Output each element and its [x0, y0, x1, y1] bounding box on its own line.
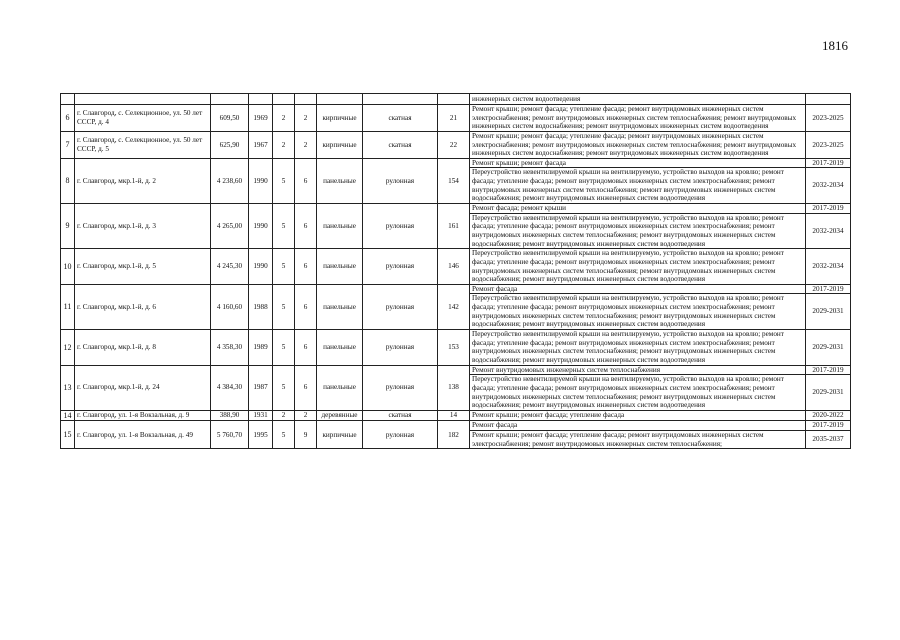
- table-row: [61, 249, 851, 285]
- period-cell: 2029-2031: [806, 375, 851, 411]
- walls-cell: панельные: [317, 249, 363, 285]
- apartments-cell: 153: [438, 330, 470, 366]
- entrances-cell: 6: [295, 330, 317, 366]
- address-cell: г. Славгород, ул. 1-я Вокзальная, д. 9: [75, 410, 211, 421]
- cell-empty: [61, 94, 75, 105]
- year-cell: 1995: [249, 421, 273, 449]
- entrances-cell: 9: [295, 421, 317, 449]
- entrances-cell: 6: [295, 284, 317, 329]
- period-cell: 2023-2025: [806, 131, 851, 158]
- year-cell: 1931: [249, 410, 273, 421]
- table-row: [61, 410, 851, 421]
- cell-empty: [295, 94, 317, 105]
- address-cell: г. Славгород, мкр.1-й, д. 3: [75, 204, 211, 249]
- period-cell: 2017-2019: [806, 421, 851, 431]
- year-cell: 1990: [249, 158, 273, 203]
- walls-cell: кирпичные: [317, 105, 363, 132]
- year-cell: 1989: [249, 330, 273, 366]
- year-cell: 1969: [249, 105, 273, 132]
- year-cell: 1988: [249, 284, 273, 329]
- works-cell: Ремонт крыши; ремонт фасада; утепление фасада: [470, 410, 806, 421]
- roof-cell: рулонная: [363, 330, 438, 366]
- roof-cell: рулонная: [363, 284, 438, 329]
- period-cell: 2029-2031: [806, 294, 851, 330]
- walls-cell: деревянные: [317, 410, 363, 421]
- entrances-cell: 6: [295, 249, 317, 285]
- row-number: 11: [61, 284, 75, 329]
- table-row: [61, 365, 851, 375]
- entrances-cell: 2: [295, 410, 317, 421]
- walls-cell: панельные: [317, 204, 363, 249]
- cell-empty: [273, 94, 295, 105]
- works-cell: Переустройство невентилируемой крыши на вентилируемую, устройство выходов на кровлю; ремонт фасада; утепление фасада; ремонт внутридомовых инженерных систем электроснабжения; ремонт внутридомовых инженерных систем теплоснабжения; ремонт внутридомовых инженерных систем водоснабжения; ремонт внутридомовых инженерных систем водоотведения: [470, 249, 806, 285]
- walls-cell: кирпичные: [317, 131, 363, 158]
- address-cell: г. Славгород, мкр.1-й, д. 6: [75, 284, 211, 329]
- row-number: 6: [61, 105, 75, 132]
- entrances-cell: 6: [295, 158, 317, 203]
- works-cell: Переустройство невентилируемой крыши на вентилируемую, устройство выходов на кровлю; ремонт фасада; утепление фасада; ремонт внутридомовых инженерных систем электроснабжения; ремонт внутридомовых инженерных систем теплоснабжения; ремонт внутридомовых инженерных систем водоснабжения; ремонт внутридомовых инженерных систем водоотведения: [470, 168, 806, 204]
- period-cell: 2032-2034: [806, 168, 851, 204]
- area-cell: 609,50: [211, 105, 249, 132]
- period-cell: 2017-2019: [806, 365, 851, 375]
- walls-cell: панельные: [317, 158, 363, 203]
- roof-cell: рулонная: [363, 158, 438, 203]
- roof-cell: рулонная: [363, 204, 438, 249]
- address-cell: г. Славгород, с. Селекционное, ул. 50 лет СССР, д. 5: [75, 131, 211, 158]
- row-number: 9: [61, 204, 75, 249]
- apartments-cell: 22: [438, 131, 470, 158]
- entrances-cell: 2: [295, 105, 317, 132]
- floors-cell: 5: [273, 284, 295, 329]
- year-cell: 1987: [249, 365, 273, 410]
- period-cell: 2032-2034: [806, 249, 851, 285]
- period-cell: 2017-2019: [806, 204, 851, 214]
- floors-cell: 5: [273, 158, 295, 203]
- entrances-cell: 6: [295, 365, 317, 410]
- apartments-cell: 21: [438, 105, 470, 132]
- entrances-cell: 6: [295, 204, 317, 249]
- apartments-cell: 154: [438, 158, 470, 203]
- year-cell: 1990: [249, 204, 273, 249]
- apartments-cell: 14: [438, 410, 470, 421]
- year-cell: 1967: [249, 131, 273, 158]
- roof-cell: рулонная: [363, 421, 438, 449]
- cell-empty: [211, 94, 249, 105]
- apartments-cell: 138: [438, 365, 470, 410]
- address-cell: г. Славгород, ул. 1-я Вокзальная, д. 49: [75, 421, 211, 449]
- address-cell: г. Славгород, мкр.1-й, д. 24: [75, 365, 211, 410]
- cell-empty: [249, 94, 273, 105]
- row-number: 13: [61, 365, 75, 410]
- walls-cell: панельные: [317, 330, 363, 366]
- period-cell: 2035-2037: [806, 431, 851, 449]
- period-cell: 2017-2019: [806, 158, 851, 168]
- continuation-row: [61, 94, 851, 105]
- area-cell: 4 265,00: [211, 204, 249, 249]
- year-cell: 1990: [249, 249, 273, 285]
- floors-cell: 5: [273, 421, 295, 449]
- floors-cell: 5: [273, 249, 295, 285]
- area-cell: 4 384,30: [211, 365, 249, 410]
- address-cell: г. Славгород, мкр.1-й, д. 8: [75, 330, 211, 366]
- table-body: [61, 94, 851, 449]
- table-row: [61, 330, 851, 366]
- roof-cell: рулонная: [363, 365, 438, 410]
- roof-cell: скатная: [363, 105, 438, 132]
- works-cell: Переустройство невентилируемой крыши на вентилируемую, устройство выходов на кровлю; ремонт фасада; утепление фасада; ремонт внутридомовых инженерных систем электроснабжения; ремонт внутридомовых инженерных систем теплоснабжения; ремонт внутридомовых инженерных систем водоснабжения; ремонт внутридомовых инженерных систем водоотведения: [470, 375, 806, 411]
- row-number: 15: [61, 421, 75, 449]
- area-cell: 4 245,30: [211, 249, 249, 285]
- works-cell: Ремонт крыши; ремонт фасада; утепление фасада; ремонт внутридомовых инженерных систем электроснабжения; ремонт внутридомовых инженерных систем теплоснабжения; ремонт внутридомовых инженерных систем водоснабжения; ремонт внутридомовых инженерных систем водоотведения: [470, 105, 806, 132]
- apartments-cell: 182: [438, 421, 470, 449]
- area-cell: 4 160,60: [211, 284, 249, 329]
- table-row: [61, 421, 851, 431]
- apartments-cell: 146: [438, 249, 470, 285]
- period-cell: 2020-2022: [806, 410, 851, 421]
- floors-cell: 5: [273, 365, 295, 410]
- roof-cell: скатная: [363, 410, 438, 421]
- address-cell: г. Славгород, с. Селекционное, ул. 50 лет СССР, д. 4: [75, 105, 211, 132]
- area-cell: 4 358,30: [211, 330, 249, 366]
- cell-empty: [363, 94, 438, 105]
- address-cell: г. Славгород, мкр.1-й, д. 2: [75, 158, 211, 203]
- table-row: [61, 105, 851, 132]
- area-cell: 388,90: [211, 410, 249, 421]
- works-cell: Ремонт фасада; ремонт крыши: [470, 204, 806, 214]
- table-row: [61, 284, 851, 294]
- works-cell: Переустройство невентилируемой крыши на вентилируемую, устройство выходов на кровлю; ремонт фасада; утепление фасада; ремонт внутридомовых инженерных систем электроснабжения; ремонт внутридомовых инженерных систем теплоснабжения; ремонт внутридомовых инженерных систем водоснабжения; ремонт внутридомовых инженерных систем водоотведения: [470, 213, 806, 249]
- works-cell: Ремонт крыши; ремонт фасада: [470, 158, 806, 168]
- entrances-cell: 2: [295, 131, 317, 158]
- row-number: 7: [61, 131, 75, 158]
- area-cell: 4 238,60: [211, 158, 249, 203]
- cell-empty: [806, 94, 851, 105]
- period-cell: 2017-2019: [806, 284, 851, 294]
- floors-cell: 2: [273, 410, 295, 421]
- works-cell: Ремонт фасада: [470, 284, 806, 294]
- table-row: [61, 204, 851, 214]
- walls-cell: панельные: [317, 284, 363, 329]
- roof-cell: рулонная: [363, 249, 438, 285]
- floors-cell: 5: [273, 330, 295, 366]
- floors-cell: 2: [273, 105, 295, 132]
- walls-cell: кирпичные: [317, 421, 363, 449]
- cell-empty: [438, 94, 470, 105]
- period-cell: 2023-2025: [806, 105, 851, 132]
- row-number: 14: [61, 410, 75, 421]
- cell-empty: [75, 94, 211, 105]
- cell-empty: [317, 94, 363, 105]
- page-number: 1816: [822, 38, 848, 53]
- works-cell: инженерных систем водоотведения: [470, 94, 806, 105]
- works-cell: Ремонт фасада: [470, 421, 806, 431]
- row-number: 12: [61, 330, 75, 366]
- walls-cell: панельные: [317, 365, 363, 410]
- roof-cell: скатная: [363, 131, 438, 158]
- apartments-cell: 161: [438, 204, 470, 249]
- area-cell: 5 760,70: [211, 421, 249, 449]
- table-row: [61, 158, 851, 168]
- floors-cell: 2: [273, 131, 295, 158]
- works-cell: Ремонт крыши; ремонт фасада; утепление фасада; ремонт внутридомовых инженерных систем электроснабжения; ремонт внутридомовых инженерных систем теплоснабжения; ремонт внутридомовых инженерных систем водоснабжения; ремонт внутридомовых инженерных систем водоотведения: [470, 131, 806, 158]
- table-row: [61, 131, 851, 158]
- capital-repair-table: [60, 93, 851, 449]
- works-cell: Ремонт крыши; ремонт фасада; утепление фасада; ремонт внутридомовых инженерных систем электроснабжения; ремонт внутридомовых инженерных систем теплоснабжения;: [470, 431, 806, 449]
- row-number: 8: [61, 158, 75, 203]
- address-cell: г. Славгород, мкр.1-й, д. 5: [75, 249, 211, 285]
- works-cell: Переустройство невентилируемой крыши на вентилируемую, устройство выходов на кровлю; ремонт фасада; утепление фасада; ремонт внутридомовых инженерных систем электроснабжения; ремонт внутридомовых инженерных систем теплоснабжения; ремонт внутридомовых инженерных систем водоснабжения; ремонт внутридомовых инженерных систем водоотведения: [470, 294, 806, 330]
- row-number: 10: [61, 249, 75, 285]
- works-cell: Ремонт внутридомовых инженерных систем теплоснабжения: [470, 365, 806, 375]
- apartments-cell: 142: [438, 284, 470, 329]
- period-cell: 2029-2031: [806, 330, 851, 366]
- floors-cell: 5: [273, 204, 295, 249]
- period-cell: 2032-2034: [806, 213, 851, 249]
- area-cell: 625,90: [211, 131, 249, 158]
- works-cell: Переустройство невентилируемой крыши на вентилируемую, устройство выходов на кровлю; ремонт фасада; утепление фасада; ремонт внутридомовых инженерных систем электроснабжения; ремонт внутридомовых инженерных систем теплоснабжения; ремонт внутридомовых инженерных систем водоснабжения; ремонт внутридомовых инженерных систем водоотведения: [470, 330, 806, 366]
